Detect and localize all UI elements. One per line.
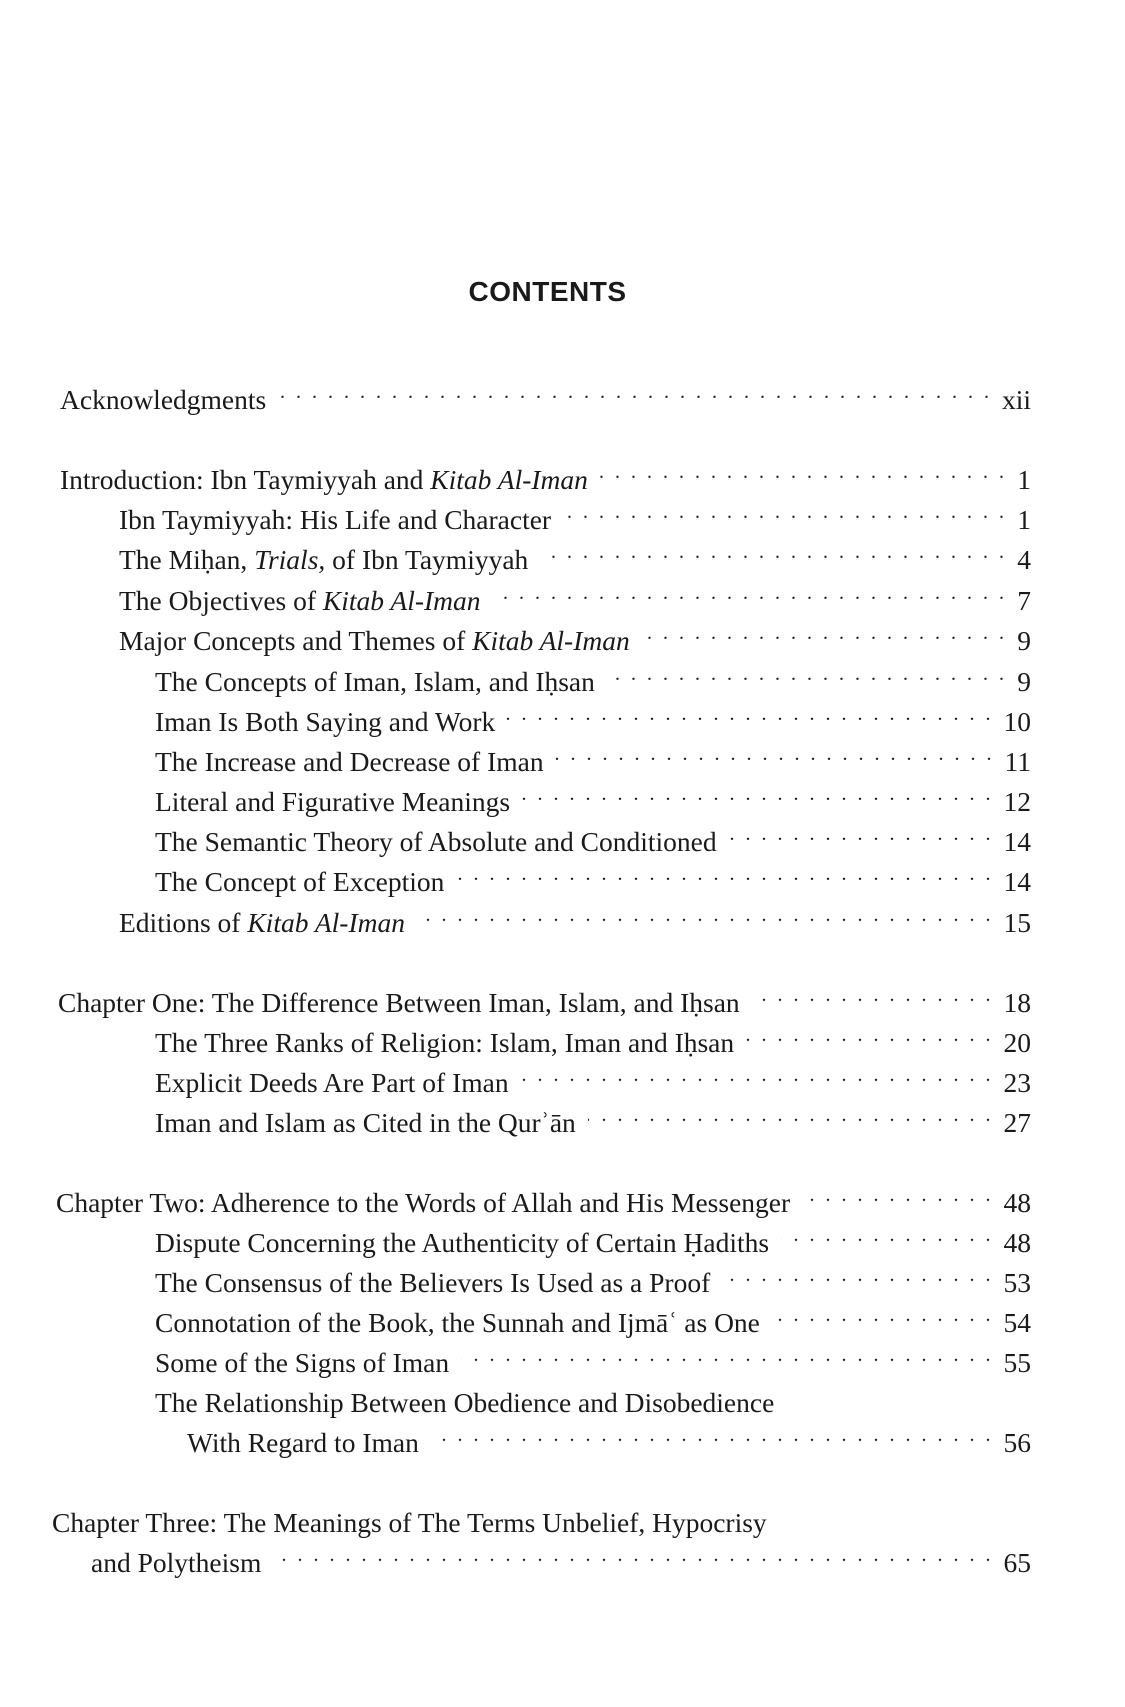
page-number: 48 [1003, 1227, 1031, 1258]
toc-entry [60, 459, 1031, 495]
toc-entry [155, 1302, 1031, 1338]
dot-leader [493, 580, 1007, 610]
toc-entry-title [119, 907, 405, 939]
page-number: 9 [1017, 625, 1031, 656]
page-number: 65 [1003, 1547, 1031, 1578]
toc-entry [60, 379, 1031, 415]
toc-entry-title [56, 1187, 790, 1219]
page-number: 27 [1003, 1107, 1031, 1138]
toc-entry-title [119, 625, 630, 657]
toc-entry [155, 861, 1031, 897]
toc-entry [91, 1542, 1031, 1578]
toc-entry [155, 661, 1031, 697]
toc-entry-title [155, 746, 544, 778]
toc-entry [155, 1342, 1031, 1378]
dot-leader [607, 661, 1007, 691]
toc-entry-title [91, 1547, 261, 1579]
toc-title-pre: Iman and Islam as Cited in the Qurʾān [155, 1107, 576, 1138]
toc-entry-title [119, 585, 481, 617]
toc-entry-title [155, 666, 595, 698]
dot-leader [417, 902, 994, 932]
toc-entry-title [60, 384, 266, 416]
toc-title-pre: The Concept of Exception [155, 866, 445, 897]
dot-leader [522, 781, 993, 811]
toc-entry-title [155, 786, 510, 818]
toc-title-pre: Ibn Taymiyyah: His Life and Character [119, 504, 552, 535]
toc-title-pre: Explicit Deeds Are Part of Iman [155, 1067, 509, 1098]
toc-entry [119, 620, 1031, 656]
toc-entry [119, 539, 1031, 575]
toc-entry [58, 982, 1031, 1018]
toc-entry-title [187, 1427, 419, 1459]
toc-entry [52, 1502, 1031, 1538]
dot-leader [642, 620, 1007, 650]
toc-entry [187, 1422, 1031, 1458]
dot-leader [431, 1422, 994, 1452]
toc-title-pre: The Increase and Decrease of Iman [155, 746, 544, 777]
dot-leader [786, 1382, 1007, 1412]
toc-title-pre: Iman Is Both Saying and Work [155, 706, 496, 737]
dot-leader [563, 499, 1007, 529]
toc-entry [56, 1182, 1031, 1218]
page-number: 18 [1003, 987, 1031, 1018]
toc-title-pre: Acknowledgments [60, 384, 267, 415]
toc-title-pre: Some of the Signs of Iman [155, 1347, 450, 1378]
page-title: CONTENTS [468, 276, 627, 307]
toc-title-pre: With Regard to Iman [187, 1427, 419, 1458]
toc-entry [119, 580, 1031, 616]
toc-title-italic: Kitab Al-Iman [247, 907, 405, 938]
dot-leader [456, 861, 993, 891]
page-number: 15 [1003, 907, 1031, 938]
toc-entry-title [155, 1307, 760, 1339]
toc-title-pre: Introduction: Ibn Taymiyyah and [60, 464, 431, 495]
toc-entry [155, 1262, 1031, 1298]
toc-title-pre: Chapter Three: The Meanings of The Terms Unbelief, Hypocrisy [52, 1507, 767, 1538]
toc-entry-title [119, 504, 551, 536]
toc-title-pre: The Three Ranks of Religion: Islam, Iman and Iḥsan [155, 1027, 735, 1058]
page-number: 11 [1004, 746, 1031, 777]
toc-entry-title [155, 1107, 576, 1139]
toc-entry [155, 741, 1031, 777]
toc-entry-title [155, 1027, 734, 1059]
toc-entry [155, 781, 1031, 817]
page-number: 20 [1003, 1027, 1031, 1058]
toc-entry-title [155, 1067, 509, 1099]
toc-entry-title [155, 866, 444, 898]
toc-title-italic: Kitab Al-Iman [430, 464, 588, 495]
toc-title-italic: Trials, [254, 544, 326, 575]
toc-entry-title [155, 706, 495, 738]
page-number: 14 [1003, 866, 1031, 897]
toc-title-pre: and Polytheism [91, 1547, 262, 1578]
toc-title-pre: Dispute Concerning the Authenticity of Certain Ḥadiths [155, 1227, 770, 1258]
page-number: 56 [1003, 1427, 1031, 1458]
toc-entry-title [119, 544, 528, 576]
dot-leader [540, 539, 1007, 569]
page-number: 9 [1017, 666, 1031, 697]
toc-title-pre: The Consensus of the Believers Is Used as a Proof [155, 1267, 711, 1298]
page-number: 1 [1017, 464, 1031, 495]
page-number: 55 [1003, 1347, 1031, 1378]
page-number: 10 [1003, 706, 1031, 737]
dot-leader [278, 379, 992, 409]
toc-title-pre: Chapter Two: Adherence to the Words of Allah and His Messenger [56, 1187, 791, 1218]
toc-title-pre: Major Concepts and Themes of [119, 625, 473, 656]
toc-title-pre: Literal and Figurative Meanings [155, 786, 511, 817]
toc-entry-title [155, 826, 717, 858]
dot-leader [746, 1022, 993, 1052]
dot-leader [802, 1182, 993, 1212]
page-number: 54 [1003, 1307, 1031, 1338]
dot-leader [461, 1342, 993, 1372]
dot-leader [781, 1222, 993, 1252]
toc-title-italic: Kitab Al-Iman [472, 625, 630, 656]
toc-entry [155, 701, 1031, 737]
toc-title-pre: The Miḥan, [119, 544, 255, 575]
toc-title-pre: Chapter One: The Difference Between Iman, Islam, and Iḥsan [58, 987, 740, 1018]
toc-entry [155, 821, 1031, 857]
page-number: 12 [1003, 786, 1031, 817]
toc-entry [155, 1062, 1031, 1098]
toc-title-pre: Editions of [119, 907, 248, 938]
dot-leader [507, 701, 993, 731]
dot-leader [273, 1542, 993, 1572]
toc-entry-title [60, 464, 588, 496]
toc-entry-title [58, 987, 740, 1019]
dot-leader [779, 1502, 1007, 1532]
toc-title-pre: Connotation of the Book, the Sunnah and Ijmāʿ as One [155, 1307, 760, 1338]
page-number: 23 [1003, 1067, 1031, 1098]
toc-entry [155, 1222, 1031, 1258]
page-number: 14 [1003, 826, 1031, 857]
toc-entry [155, 1382, 1031, 1418]
toc-title-pre: The Relationship Between Obedience and Disobedience [155, 1387, 775, 1418]
dot-leader [600, 459, 1007, 489]
dot-leader [729, 821, 994, 851]
page-number: 4 [1017, 544, 1031, 575]
toc-entry [119, 499, 1031, 535]
dot-leader [588, 1102, 994, 1132]
dot-leader [722, 1262, 993, 1292]
toc-title-post: of Ibn Taymiyyah [325, 544, 529, 575]
dot-leader [772, 1302, 994, 1332]
toc-entry [155, 1022, 1031, 1058]
toc-entry [119, 902, 1031, 938]
page-number: 53 [1003, 1267, 1031, 1298]
toc-title-pre: The Objectives of [119, 585, 323, 616]
dot-leader [521, 1062, 994, 1092]
toc-entry-title [155, 1387, 774, 1419]
page-number: xii [1001, 384, 1031, 415]
toc-entry-title [155, 1347, 449, 1379]
toc-title-italic: Kitab Al-Iman [322, 585, 481, 616]
page-number: 48 [1003, 1187, 1031, 1218]
toc-title-pre: The Semantic Theory of Absolute and Conditioned [155, 826, 717, 857]
toc-entry-title [155, 1267, 710, 1299]
toc-entry-title [155, 1227, 769, 1259]
dot-leader [752, 982, 994, 1012]
dot-leader [556, 741, 995, 771]
page-number: 1 [1017, 504, 1031, 535]
page-number: 7 [1017, 585, 1031, 616]
toc-title-pre: The Concepts of Iman, Islam, and Iḥsan [155, 666, 595, 697]
toc-entry [155, 1102, 1031, 1138]
toc-entry-title [52, 1507, 767, 1539]
